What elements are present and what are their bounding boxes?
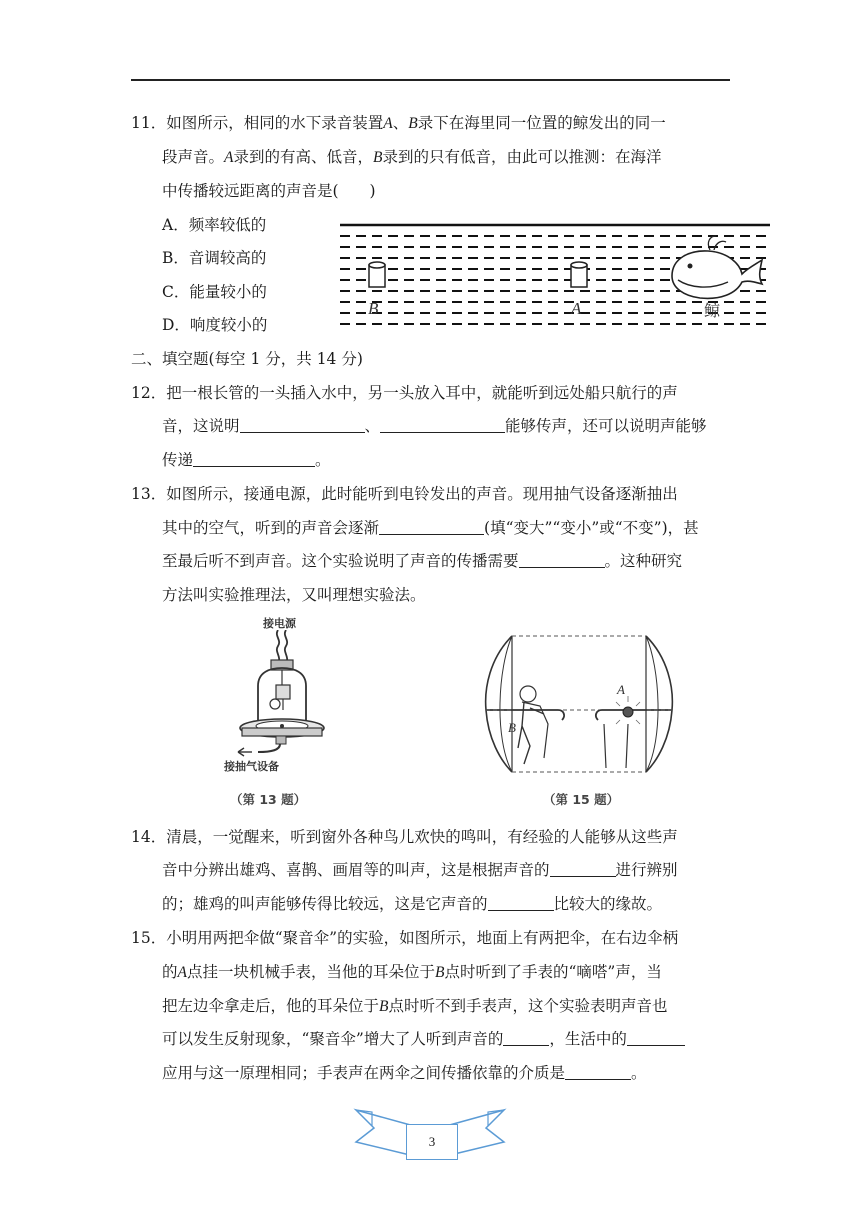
q11-line3: 中传播较远距离的声音是( ) bbox=[162, 182, 376, 200]
q14-line3: 的；雄鸡的叫声能够传得比较远，这是它声音的 比较大的缘故。 bbox=[162, 895, 663, 913]
fig13-bottom-label: 接抽气设备 bbox=[224, 760, 279, 773]
q13-line2: 其中的空气，听到的声音会逐渐 (填“变大”“变小”或“不变”)，甚 bbox=[162, 519, 699, 537]
q15-line3: 把左边伞拿走后，他的耳朵位于B点时听不到手表声，这个实验表明声音也 bbox=[162, 997, 668, 1015]
header-rule bbox=[131, 79, 730, 81]
point-a-label: A bbox=[617, 682, 625, 697]
fig13-top-label: 接电源 bbox=[263, 617, 296, 630]
q11-option-d: D．响度较小的 bbox=[162, 316, 268, 334]
q14-line2: 音中分辨出雄鸡、喜鹊、画眉等的叫声，这是根据声音的 进行辨别 bbox=[162, 861, 678, 879]
q11-line1: 11．如图所示，相同的水下录音装置A、B录下在海里同一位置的鲸发出的同一 bbox=[131, 114, 666, 132]
q11-option-b: B．音调较高的 bbox=[162, 249, 267, 267]
answer-blank bbox=[519, 552, 605, 568]
whale-label: 鲸 bbox=[704, 301, 721, 320]
answer-blank bbox=[550, 861, 616, 877]
answer-blank bbox=[503, 1030, 549, 1046]
q15-line5: 应用与这一原理相同；手表声在两伞之间传播依靠的介质是 。 bbox=[162, 1064, 647, 1082]
q12-line2: 音，这说明 、 能够传声，还可以说明声能够 bbox=[162, 417, 707, 435]
sea-figure bbox=[338, 220, 774, 332]
q15-line2: 的A点挂一块机械手表，当他的耳朵位于B点时听到了手表的“嘀嗒”声，当 bbox=[162, 963, 662, 981]
q11-line2: 段声音。A录到的有高、低音，B录到的只有低音，由此可以推测：在海洋 bbox=[162, 148, 662, 166]
q11-option-c: C．能量较小的 bbox=[162, 283, 267, 301]
answer-blank bbox=[627, 1030, 685, 1046]
answer-blank bbox=[240, 417, 365, 433]
fig15-caption: （第 15 题） bbox=[543, 792, 620, 807]
recorder-a-icon bbox=[571, 262, 587, 287]
q13-line4: 方法叫实验推理法，又叫理想实验法。 bbox=[162, 586, 426, 604]
recorder-b-icon bbox=[369, 262, 385, 287]
recorder-b-label: B bbox=[368, 299, 379, 318]
answer-blank bbox=[379, 519, 484, 535]
umbrella-figure bbox=[478, 628, 680, 778]
answer-blank bbox=[565, 1064, 631, 1080]
answer-blank bbox=[193, 451, 315, 467]
page-number: 3 bbox=[406, 1124, 458, 1160]
point-b-label: B bbox=[508, 720, 516, 735]
q15-line4: 可以发生反射现象，“聚音伞”增大了人听到声音的 ，生活中的 bbox=[162, 1029, 685, 1049]
q11-option-a: A．频率较低的 bbox=[162, 216, 267, 234]
answer-blank bbox=[380, 417, 505, 433]
q13-line1: 13．如图所示，接通电源，此时能听到电铃发出的声音。现用抽气设备逐渐抽出 bbox=[131, 485, 678, 503]
q14-line1: 14．清晨，一觉醒来，听到窗外各种鸟儿欢快的鸣叫，有经验的人能够从这些声 bbox=[131, 828, 678, 846]
q15-line1: 15．小明用两把伞做“聚音伞”的实验，如图所示，地面上有两把伞，在右边伞柄 bbox=[131, 929, 679, 947]
recorder-a-label: A bbox=[571, 299, 582, 318]
fig13-caption: （第 13 题） bbox=[230, 792, 307, 807]
whale-icon bbox=[672, 236, 762, 298]
q12-line1: 12．把一根长管的一头插入水中，另一头放入耳中，就能听到远处船只航行的声 bbox=[131, 384, 678, 402]
answer-blank bbox=[488, 895, 554, 911]
q12-line3: 传递 。 bbox=[162, 451, 331, 469]
bell-jar-figure bbox=[228, 630, 338, 765]
q13-line3: 至最后听不到声音。这个实验说明了声音的传播需要 。这种研究 bbox=[162, 552, 683, 570]
section-heading: 二、填空题(每空 1 分，共 14 分) bbox=[131, 350, 363, 368]
